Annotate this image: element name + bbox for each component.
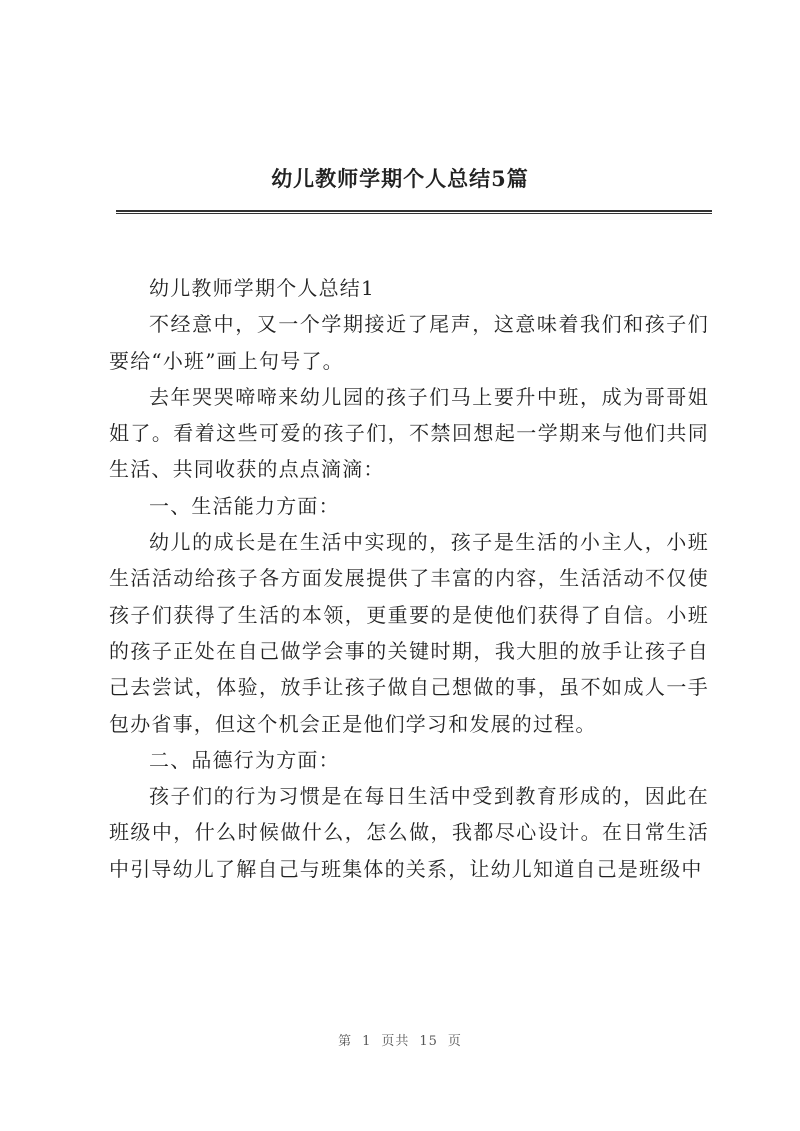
footer-suffix: 页 xyxy=(447,1034,462,1049)
subsection-heading: 二、品德行为方面： xyxy=(149,747,340,772)
page-footer xyxy=(0,1030,800,1049)
body-paragraph: 去年哭哭啼啼来幼儿园的孩子们马上要升中班，成为哥哥姐姐了。看着这些可爱的孩子们，不禁回想起一学期来与他们共同生活、共同收获的点点滴滴： xyxy=(109,384,709,482)
title-divider xyxy=(116,210,712,214)
footer-middle: 页共 xyxy=(381,1034,410,1049)
body-paragraph: 不经意中，又一个学期接近了尾声，这意味着我们和孩子们要给“小班”画上句号了。 xyxy=(109,312,709,373)
footer-prefix: 第 xyxy=(338,1034,353,1049)
subsection-heading: 一、生活能力方面： xyxy=(149,493,340,518)
body-paragraph: 幼儿的成长是在生活中实现的，孩子是生活的小主人，小班生活活动给孩子各方面发展提供了丰富的内容，生活活动不仅使孩子们获得了生活的本领，更重要的是使他们获得了自信。小班的孩子正处在自己做学会事的关键时期，我大胆的放手让孩子自己去尝试，体验，放手让孩子做自己想做的事，虽不如成人一手包办省事，但这个机会正是他们学习和发展的过程。 xyxy=(109,530,709,736)
document-body xyxy=(109,270,709,887)
section-heading: 幼儿教师学期个人总结1 xyxy=(149,276,375,300)
body-paragraph: 孩子们的行为习惯是在每日生活中受到教育形成的，因此在班级中，什么时候做什么，怎么做，我都尽心设计。在日常生活中引导幼儿了解自己与班集体的关系，让幼儿知道自己是班级中 xyxy=(109,784,709,881)
page-title: 幼儿教师学期个人总结5篇 xyxy=(271,166,529,191)
current-page-number: 1 xyxy=(362,1034,372,1049)
total-pages-number: 15 xyxy=(419,1034,438,1049)
